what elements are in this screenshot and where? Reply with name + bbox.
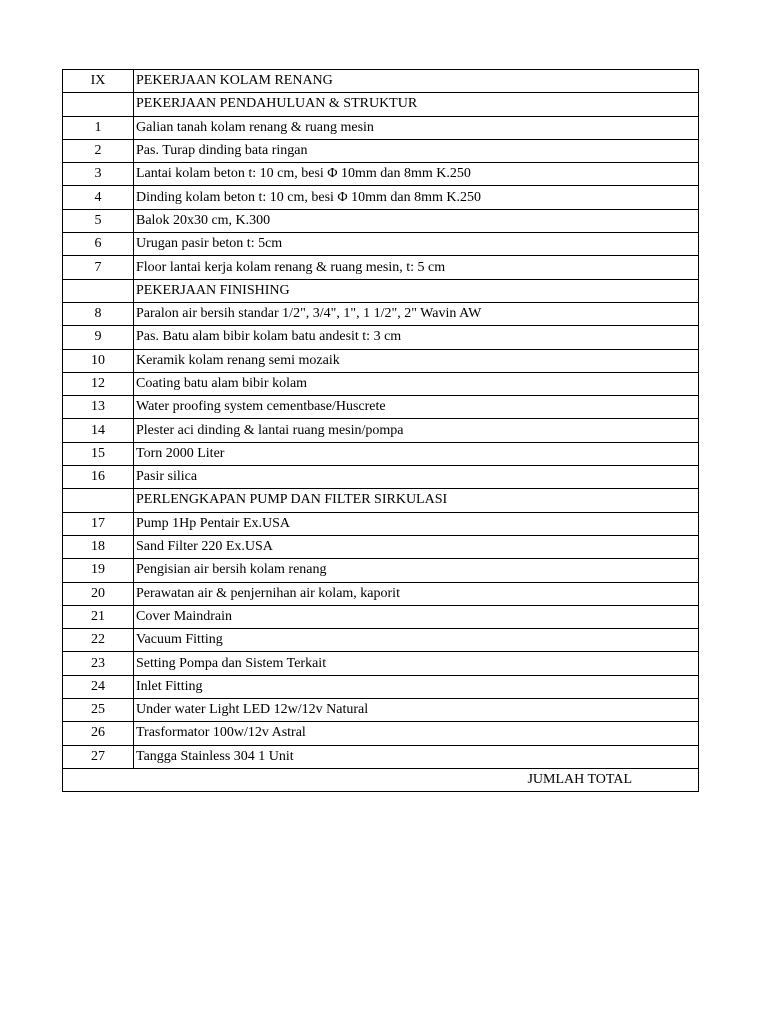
table-row — [63, 629, 699, 652]
table-row — [63, 279, 699, 302]
item-description: Paralon air bersih standar 1/2", 3/4", 1", 1 1/2", 2" Wavin AW — [134, 302, 699, 325]
item-number — [63, 93, 134, 116]
item-number: 15 — [63, 442, 134, 465]
item-number: 19 — [63, 559, 134, 582]
item-number — [63, 489, 134, 512]
item-description: Vacuum Fitting — [134, 629, 699, 652]
item-description: Balok 20x30 cm, K.300 — [134, 209, 699, 232]
item-description: Pas. Turap dinding bata ringan — [134, 139, 699, 162]
table-row — [63, 675, 699, 698]
table-row — [63, 605, 699, 628]
table-row — [63, 512, 699, 535]
item-description: Trasformator 100w/12v Astral — [134, 722, 699, 745]
table-row — [63, 535, 699, 558]
item-description: Pas. Batu alam bibir kolam batu andesit t: 3 cm — [134, 326, 699, 349]
table-row — [63, 745, 699, 768]
item-number: 3 — [63, 163, 134, 186]
boq-table — [62, 69, 699, 792]
table-row — [63, 722, 699, 745]
table-row — [63, 186, 699, 209]
item-description: Dinding kolam beton t: 10 cm, besi Φ 10mm dan 8mm K.250 — [134, 186, 699, 209]
table-row — [63, 70, 699, 93]
item-description: Water proofing system cementbase/Huscrete — [134, 396, 699, 419]
item-description: Pump 1Hp Pentair Ex.USA — [134, 512, 699, 535]
item-number: 5 — [63, 209, 134, 232]
table-row — [63, 209, 699, 232]
item-description: Coating batu alam bibir kolam — [134, 372, 699, 395]
item-number: 4 — [63, 186, 134, 209]
table-row — [63, 349, 699, 372]
item-number: 14 — [63, 419, 134, 442]
total-row — [63, 768, 699, 791]
table-row — [63, 699, 699, 722]
item-number: 13 — [63, 396, 134, 419]
item-description: PEKERJAAN FINISHING — [134, 279, 699, 302]
item-number — [63, 279, 134, 302]
item-description: Perawatan air & penjernihan air kolam, kaporit — [134, 582, 699, 605]
table-row — [63, 559, 699, 582]
item-description: Tangga Stainless 304 1 Unit — [134, 745, 699, 768]
table-row — [63, 93, 699, 116]
item-description: Inlet Fitting — [134, 675, 699, 698]
table-row — [63, 116, 699, 139]
item-number: 25 — [63, 699, 134, 722]
item-description: Torn 2000 Liter — [134, 442, 699, 465]
item-description: Floor lantai kerja kolam renang & ruang mesin, t: 5 cm — [134, 256, 699, 279]
item-description: Under water Light LED 12w/12v Natural — [134, 699, 699, 722]
item-number: 12 — [63, 372, 134, 395]
item-number: 9 — [63, 326, 134, 349]
item-number: 27 — [63, 745, 134, 768]
item-description: Lantai kolam beton t: 10 cm, besi Φ 10mm dan 8mm K.250 — [134, 163, 699, 186]
item-number: 22 — [63, 629, 134, 652]
table-row — [63, 396, 699, 419]
item-number: 23 — [63, 652, 134, 675]
total-label: JUMLAH TOTAL — [63, 768, 699, 791]
item-description: PEKERJAAN PENDAHULUAN & STRUKTUR — [134, 93, 699, 116]
item-number: 26 — [63, 722, 134, 745]
table-row — [63, 372, 699, 395]
item-number: 7 — [63, 256, 134, 279]
table-row — [63, 256, 699, 279]
table-row — [63, 489, 699, 512]
item-number: 21 — [63, 605, 134, 628]
table-row — [63, 582, 699, 605]
item-description: Galian tanah kolam renang & ruang mesin — [134, 116, 699, 139]
table-row — [63, 419, 699, 442]
table-body — [63, 70, 699, 792]
table-row — [63, 442, 699, 465]
item-description: Setting Pompa dan Sistem Terkait — [134, 652, 699, 675]
table-row — [63, 233, 699, 256]
item-description: Pasir silica — [134, 466, 699, 489]
item-number: 17 — [63, 512, 134, 535]
item-number: 8 — [63, 302, 134, 325]
table-row — [63, 466, 699, 489]
item-description: PERLENGKAPAN PUMP DAN FILTER SIRKULASI — [134, 489, 699, 512]
item-description: Pengisian air bersih kolam renang — [134, 559, 699, 582]
item-description: PEKERJAAN KOLAM RENANG — [134, 70, 699, 93]
item-description: Cover Maindrain — [134, 605, 699, 628]
item-description: Keramik kolam renang semi mozaik — [134, 349, 699, 372]
item-number: 20 — [63, 582, 134, 605]
table-row — [63, 652, 699, 675]
item-description: Urugan pasir beton t: 5cm — [134, 233, 699, 256]
item-number: 10 — [63, 349, 134, 372]
item-number: IX — [63, 70, 134, 93]
item-description: Plester aci dinding & lantai ruang mesin/pompa — [134, 419, 699, 442]
item-number: 6 — [63, 233, 134, 256]
item-number: 24 — [63, 675, 134, 698]
item-number: 1 — [63, 116, 134, 139]
item-description: Sand Filter 220 Ex.USA — [134, 535, 699, 558]
table-row — [63, 139, 699, 162]
table-row — [63, 302, 699, 325]
table-row — [63, 163, 699, 186]
item-number: 2 — [63, 139, 134, 162]
table-row — [63, 326, 699, 349]
item-number: 16 — [63, 466, 134, 489]
item-number: 18 — [63, 535, 134, 558]
